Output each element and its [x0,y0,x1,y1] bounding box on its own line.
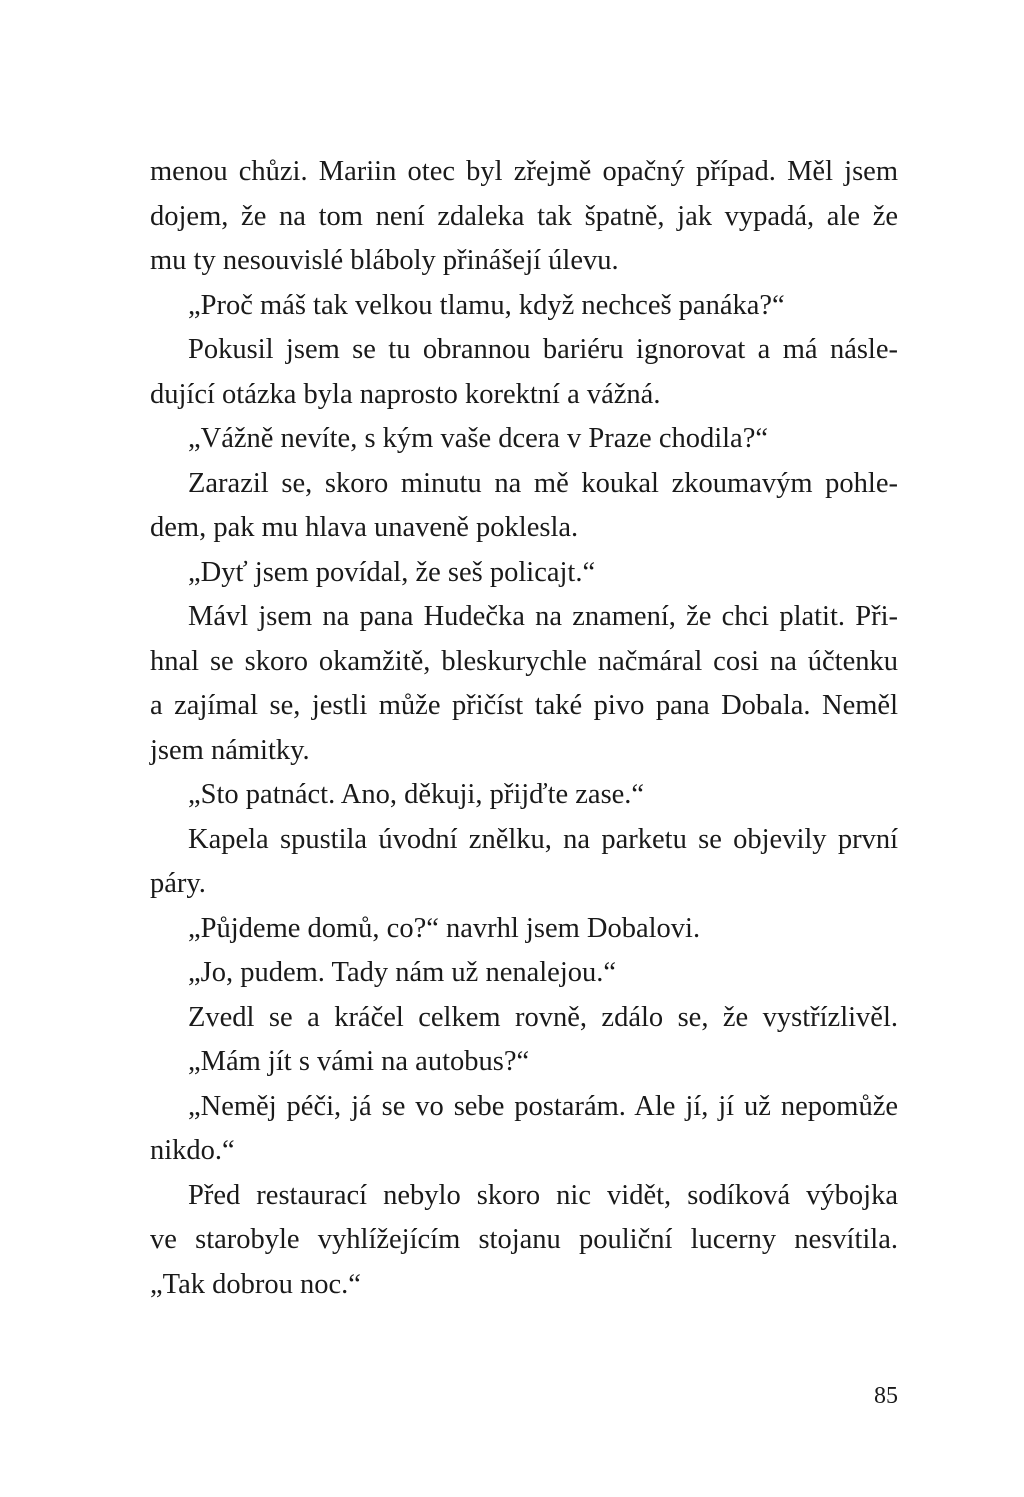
text-line: „Půjdeme domů, co?“ navrhl jsem Dobalovi. [188,912,701,944]
text-line: a zajímal se, jestli může přičíst také pivo pana Dobala. Neměl [150,690,898,721]
text-line: dující otázka byla naprosto korektní a vážná. [150,378,661,410]
text-line: „Tak dobrou noc.“ [150,1268,361,1300]
text-line: Před restaurací nebylo skoro nic vidět, sodíková výbojka [188,1179,898,1211]
text-line: dojem, že na tom není zdaleka tak špatně, jak vypadá, ale že [150,200,898,232]
text-line: Zvedl se a kráčel celkem rovně, zdálo se, že vystřízlivěl. [188,1001,898,1033]
text-line: Zarazil se, skoro minutu na mě koukal zkoumavým pohle- [188,467,898,499]
text-line: mu ty nesouvislé bláboly přinášejí úlevu. [150,245,619,276]
text-line: Kapela spustila úvodní znělku, na parketu se objevily první [188,823,898,855]
page-text [150,150,898,1307]
text-line: „Sto patnáct. Ano, děkuji, přijďte zase.“ [188,779,645,810]
text-line: Pokusil jsem se tu obrannou bariéru ignorovat a má násle- [188,334,898,365]
text-line: nikdo.“ [150,1135,235,1166]
text-line: menou chůzi. Mariin otec byl zřejmě opačný případ. Měl jsem [150,156,898,187]
text-line: „Proč máš tak velkou tlamu, když nechceš panáka?“ [188,289,785,321]
text-line: Mávl jsem na pana Hudečka na znamení, že chci platit. Při- [188,601,898,632]
text-line: hnal se skoro okamžitě, bleskurychle načmáral cosi na účtenku [150,645,898,677]
text-line: ve starobyle vyhlížejícím stojanu pouliční lucerny nesvítila. [150,1224,898,1255]
text-line: páry. [150,868,206,899]
text-line: „Vážně nevíte, s kým vaše dcera v Praze chodila?“ [188,423,769,454]
text-line: „Mám jít s vámi na autobus?“ [188,1046,530,1077]
text-line: „Jo, pudem. Tady nám už nenalejou.“ [188,957,617,988]
text-line: dem, pak mu hlava unaveně poklesla. [150,512,579,543]
text-line: „Neměj péči, já se vo sebe postarám. Ale jí, jí už nepomůže [188,1090,898,1122]
text-line: „Dyť jsem povídal, že seš policajt.“ [188,556,596,588]
text-line: jsem námitky. [150,734,310,766]
page-number: 85 [874,1383,898,1409]
